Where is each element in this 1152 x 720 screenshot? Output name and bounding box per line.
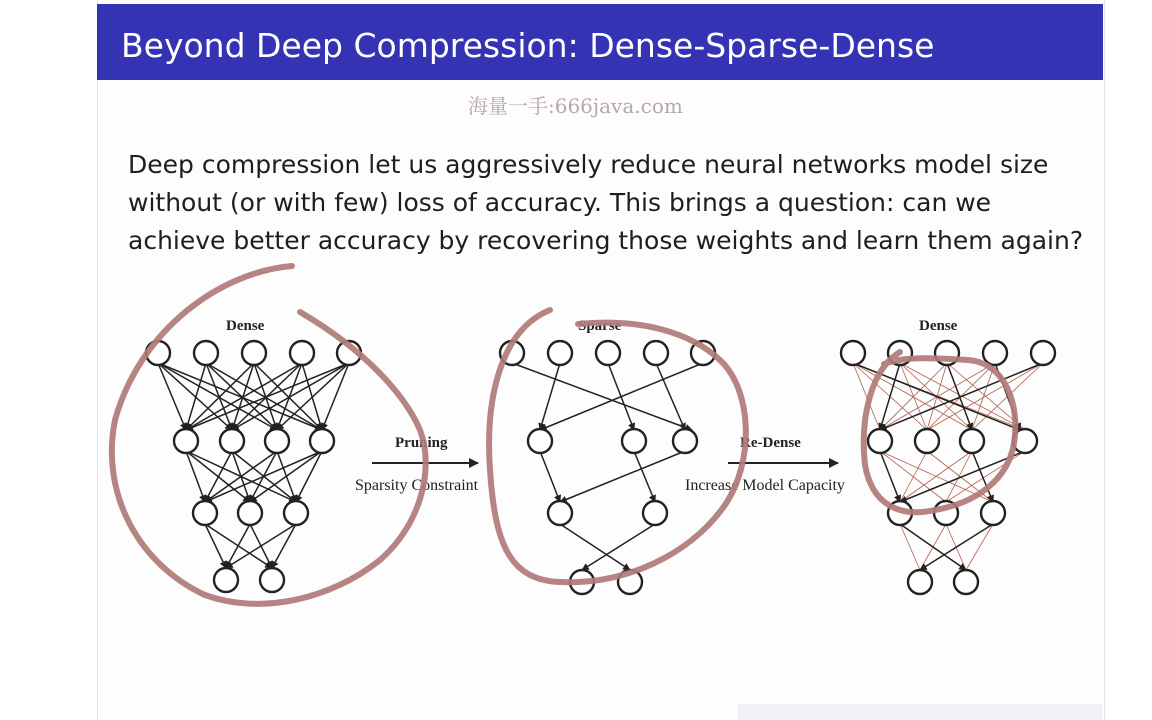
- slide-footer-nav: [738, 704, 1102, 720]
- dense-right-thin-edges: [853, 363, 1043, 570]
- redense-arrow: [685, 435, 845, 494]
- sparse-label: Sparse: [578, 318, 622, 334]
- dense-right-strong-edges: [853, 363, 1043, 570]
- watermark-text: 海量一手:666java.com: [468, 94, 683, 118]
- sparsity-constraint-label: Sparsity Constraint: [355, 477, 479, 494]
- pruning-arrow: [355, 435, 479, 494]
- dense-network-left: [146, 318, 361, 592]
- dense-left-edges: [158, 363, 349, 568]
- dense-right-label: Dense: [919, 318, 958, 334]
- dense-left-nodes: [146, 341, 361, 592]
- increase-capacity-label: Increase Model Capacity: [685, 477, 845, 494]
- pruning-label: Pruning: [395, 435, 448, 451]
- dense-left-label: Dense: [226, 318, 265, 334]
- sparse-edges: [512, 363, 703, 570]
- sparse-network: [500, 318, 715, 594]
- slide-body-text: Deep compression let us aggressively reduce neural networks model size without (or with few) loss of accuracy. This brings a question: can we achieve better accuracy by recovering those weights and learn them again?: [128, 150, 1084, 255]
- redense-label: Re-Dense: [740, 435, 801, 451]
- slide-title: Beyond Deep Compression: Dense-Sparse-Dense: [121, 26, 935, 65]
